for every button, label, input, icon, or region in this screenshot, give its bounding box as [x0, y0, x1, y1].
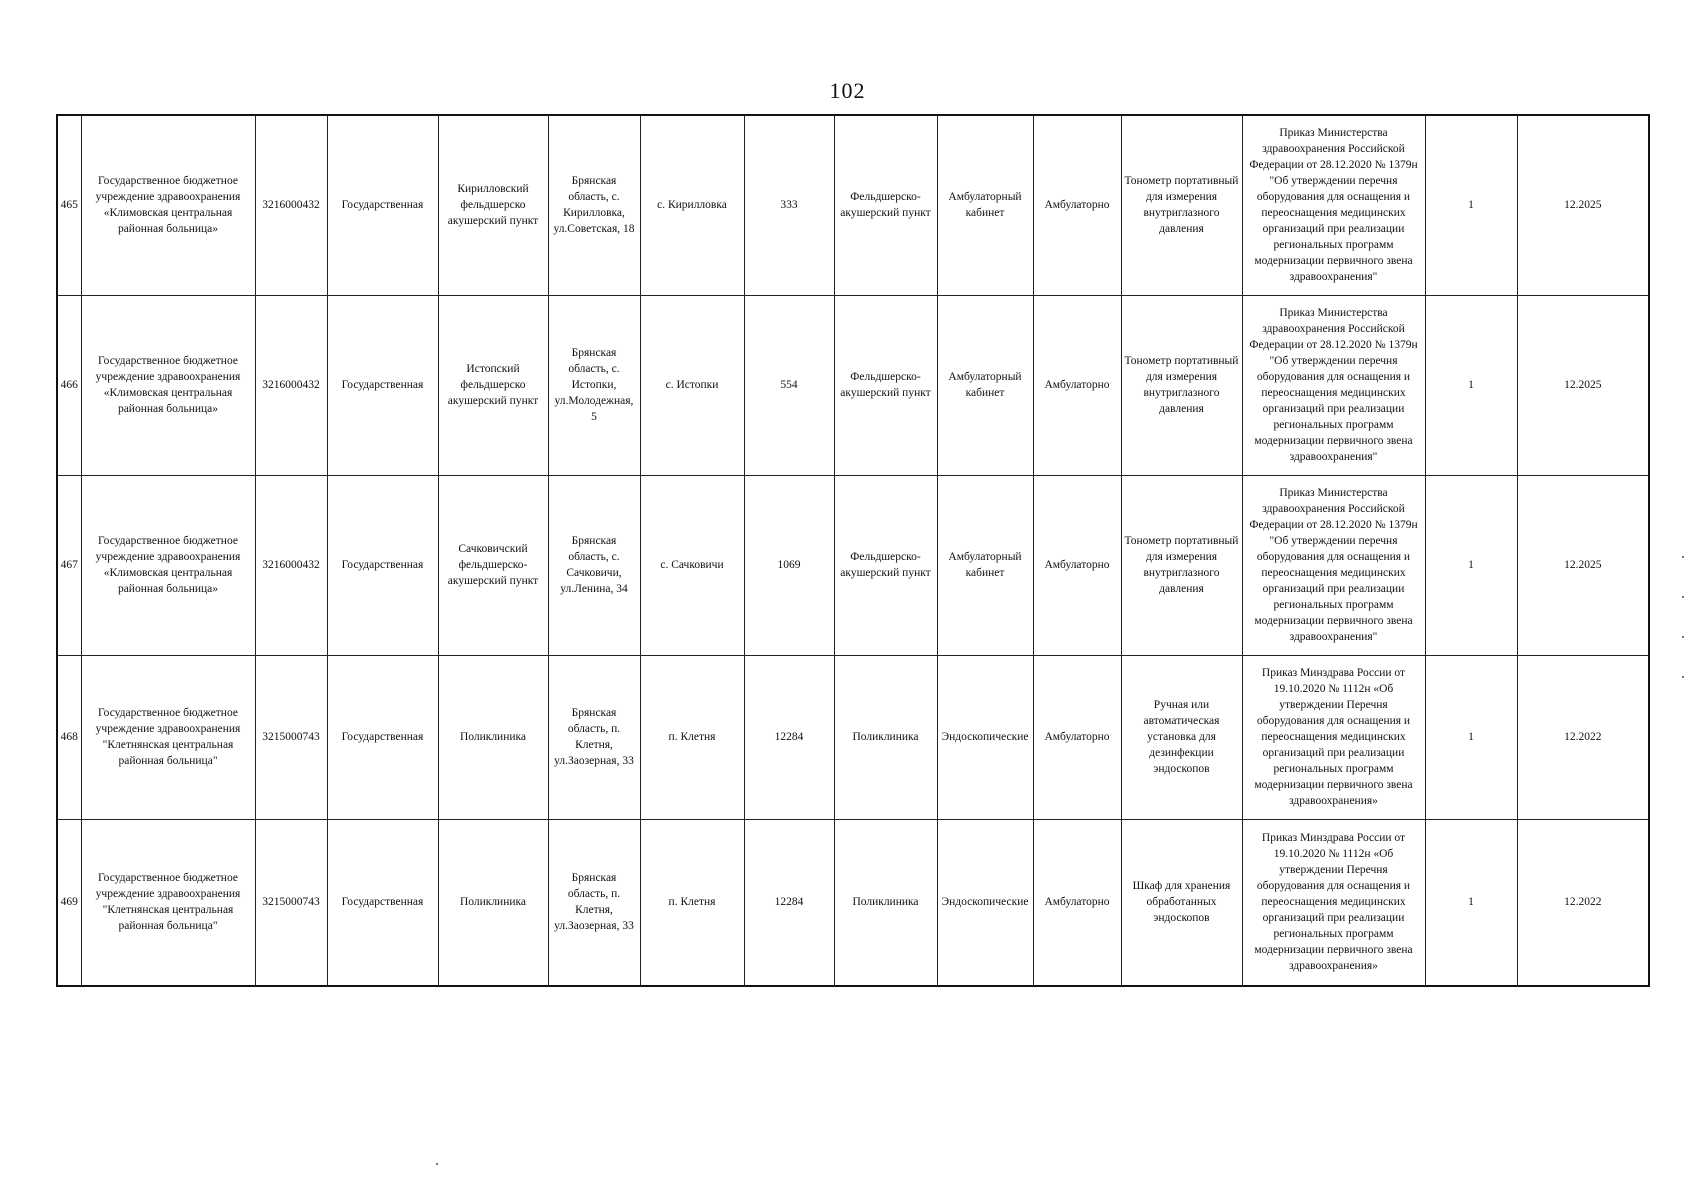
table-row — [57, 475, 1649, 655]
care-form-cell: Амбулаторно — [1033, 295, 1121, 475]
address-cell: Брянская область, п. Клетня, ул.Заозерная, 33 — [548, 819, 640, 986]
inn-cell: 3215000743 — [255, 655, 327, 819]
page-number: 102 — [829, 78, 866, 103]
scan-speck — [1682, 556, 1684, 558]
organization-cell: Государственное бюджетное учреждение здравоохранения «Климовская центральная районная больница» — [81, 295, 255, 475]
order-cell: Приказ Минздрава России от 19.10.2020 № 1112н «Об утверждении Перечня оборудования для оснащения и переоснащения медицинских организаций при реализации региональных программ модернизации первичного звена здравоохранения» — [1242, 819, 1425, 986]
ownership-cell: Государственная — [327, 475, 438, 655]
quantity-cell: 1 — [1425, 475, 1517, 655]
order-cell: Приказ Министерства здравоохранения Российской Федерации от 28.12.2020 № 1379н "Об утверждении перечня оборудования для оснащения и переоснащения медицинских организаций при реализации региональных программ модернизации первичного звена здравоохранения" — [1242, 475, 1425, 655]
population-cell: 554 — [744, 295, 834, 475]
date-cell: 12.2022 — [1517, 819, 1649, 986]
unit-type-cell: Фельдшерско-акушерский пункт — [834, 295, 937, 475]
organization-cell: Государственное бюджетное учреждение здравоохранения "Клетнянская центральная районная больница" — [81, 819, 255, 986]
order-cell: Приказ Министерства здравоохранения Российской Федерации от 28.12.2020 № 1379н "Об утверждении перечня оборудования для оснащения и переоснащения медицинских организаций при реализации региональных программ модернизации первичного звена здравоохранения" — [1242, 115, 1425, 295]
settlement-cell: п. Клетня — [640, 819, 744, 986]
scan-speck — [1682, 596, 1684, 598]
table-row — [57, 655, 1649, 819]
date-cell: 12.2022 — [1517, 655, 1649, 819]
table-row — [57, 819, 1649, 986]
unit-cell: Кирилловский фельдшерско акушерский пункт — [438, 115, 548, 295]
address-cell: Брянская область, с. Кирилловка, ул.Советская, 18 — [548, 115, 640, 295]
row-number: 467 — [57, 475, 81, 655]
equipment-cell: Шкаф для хранения обработанных эндоскопов — [1121, 819, 1242, 986]
room-cell: Амбулаторный кабинет — [937, 475, 1033, 655]
settlement-cell: с. Истопки — [640, 295, 744, 475]
scan-speck — [436, 1163, 438, 1165]
quantity-cell: 1 — [1425, 655, 1517, 819]
quantity-cell: 1 — [1425, 115, 1517, 295]
ownership-cell: Государственная — [327, 819, 438, 986]
organization-cell: Государственное бюджетное учреждение здравоохранения «Климовская центральная районная больница» — [81, 115, 255, 295]
settlement-cell: с. Сачковичи — [640, 475, 744, 655]
unit-cell: Поликлиника — [438, 819, 548, 986]
quantity-cell: 1 — [1425, 819, 1517, 986]
scan-speck — [1682, 676, 1684, 678]
settlement-cell: с. Кирилловка — [640, 115, 744, 295]
unit-type-cell: Поликлиника — [834, 819, 937, 986]
date-cell: 12.2025 — [1517, 295, 1649, 475]
population-cell: 1069 — [744, 475, 834, 655]
address-cell: Брянская область, с. Истопки, ул.Молодежная, 5 — [548, 295, 640, 475]
order-cell: Приказ Минздрава России от 19.10.2020 № 1112н «Об утверждении Перечня оборудования для оснащения и переоснащения медицинских организаций при реализации региональных программ модернизации первичного звена здравоохранения» — [1242, 655, 1425, 819]
organization-cell: Государственное бюджетное учреждение здравоохранения «Климовская центральная районная больница» — [81, 475, 255, 655]
equipment-registry-table — [56, 114, 1650, 987]
settlement-cell: п. Клетня — [640, 655, 744, 819]
table-row — [57, 115, 1649, 295]
row-number: 468 — [57, 655, 81, 819]
care-form-cell: Амбулаторно — [1033, 655, 1121, 819]
equipment-cell: Ручная или автоматическая установка для дезинфекции эндоскопов — [1121, 655, 1242, 819]
inn-cell: 3215000743 — [255, 819, 327, 986]
scan-speck — [1682, 636, 1684, 638]
inn-cell: 3216000432 — [255, 475, 327, 655]
date-cell: 12.2025 — [1517, 115, 1649, 295]
address-cell: Брянская область, п. Клетня, ул.Заозерная, 33 — [548, 655, 640, 819]
care-form-cell: Амбулаторно — [1033, 115, 1121, 295]
population-cell: 12284 — [744, 819, 834, 986]
equipment-cell: Тонометр портативный для измерения внутриглазного давления — [1121, 295, 1242, 475]
date-cell: 12.2025 — [1517, 475, 1649, 655]
inn-cell: 3216000432 — [255, 115, 327, 295]
unit-cell: Истопский фельдшерско акушерский пункт — [438, 295, 548, 475]
inn-cell: 3216000432 — [255, 295, 327, 475]
quantity-cell: 1 — [1425, 295, 1517, 475]
room-cell: Эндоскопические — [937, 655, 1033, 819]
care-form-cell: Амбулаторно — [1033, 819, 1121, 986]
row-number: 465 — [57, 115, 81, 295]
row-number: 466 — [57, 295, 81, 475]
room-cell: Амбулаторный кабинет — [937, 295, 1033, 475]
ownership-cell: Государственная — [327, 655, 438, 819]
ownership-cell: Государственная — [327, 295, 438, 475]
unit-type-cell: Поликлиника — [834, 655, 937, 819]
equipment-cell: Тонометр портативный для измерения внутриглазного давления — [1121, 115, 1242, 295]
organization-cell: Государственное бюджетное учреждение здравоохранения "Клетнянская центральная районная больница" — [81, 655, 255, 819]
population-cell: 12284 — [744, 655, 834, 819]
care-form-cell: Амбулаторно — [1033, 475, 1121, 655]
row-number: 469 — [57, 819, 81, 986]
unit-cell: Сачковичский фельдшерско-акушерский пункт — [438, 475, 548, 655]
table-row — [57, 295, 1649, 475]
room-cell: Эндоскопические — [937, 819, 1033, 986]
room-cell: Амбулаторный кабинет — [937, 115, 1033, 295]
address-cell: Брянская область, с. Сачковичи, ул.Ленина, 34 — [548, 475, 640, 655]
ownership-cell: Государственная — [327, 115, 438, 295]
unit-type-cell: Фельдшерско-акушерский пункт — [834, 115, 937, 295]
unit-type-cell: Фельдшерско-акушерский пункт — [834, 475, 937, 655]
unit-cell: Поликлиника — [438, 655, 548, 819]
equipment-cell: Тонометр портативный для измерения внутриглазного давления — [1121, 475, 1242, 655]
order-cell: Приказ Министерства здравоохранения Российской Федерации от 28.12.2020 № 1379н "Об утверждении перечня оборудования для оснащения и переоснащения медицинских организаций при реализации региональных программ модернизации первичного звена здравоохранения" — [1242, 295, 1425, 475]
population-cell: 333 — [744, 115, 834, 295]
